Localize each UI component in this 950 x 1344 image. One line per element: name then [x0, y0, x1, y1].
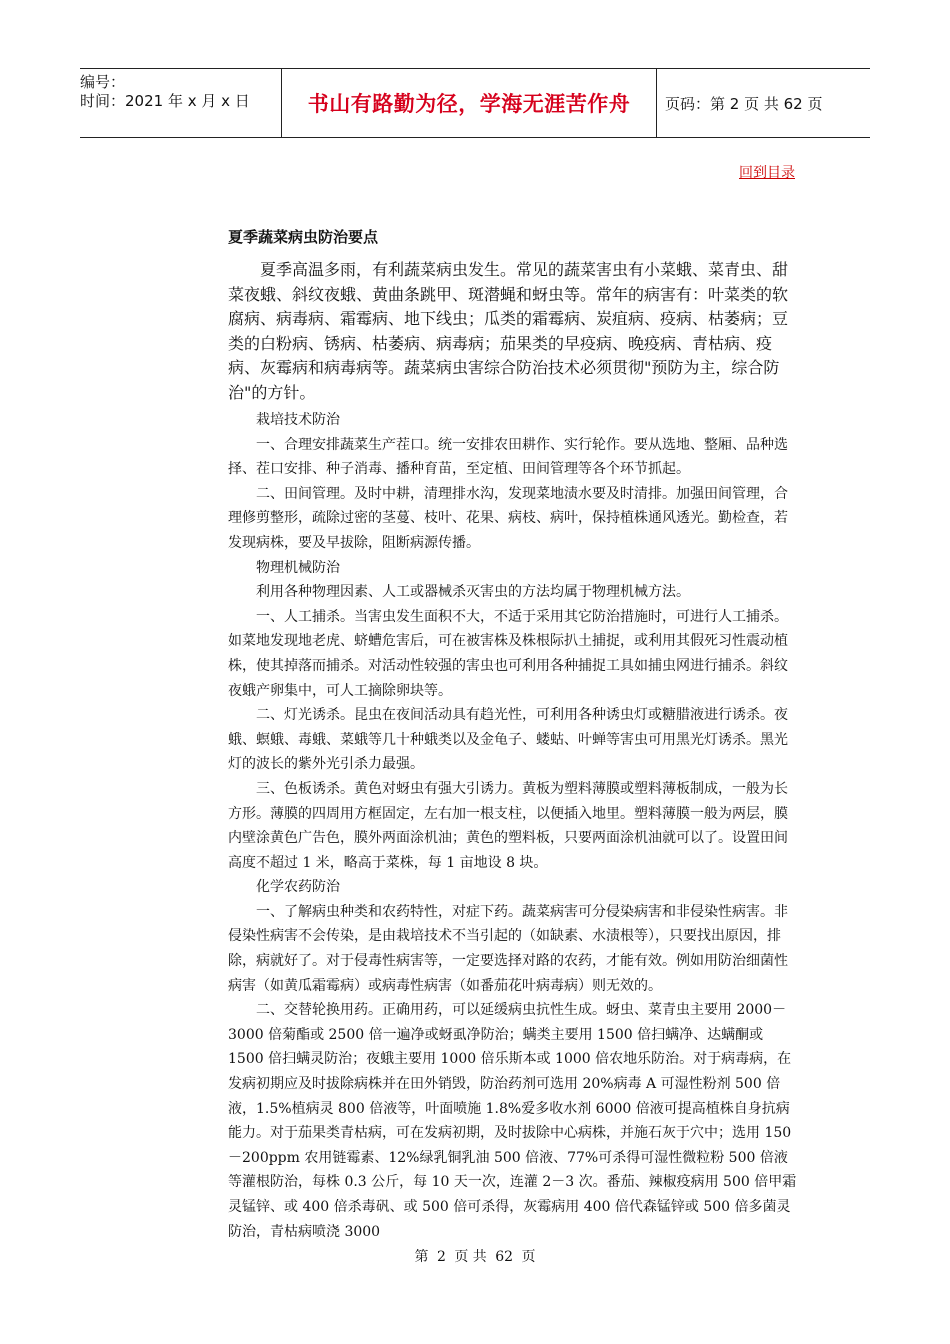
- paragraph: 一、人工捕杀。当害虫发生面积不大，不适于采用其它防治措施时，可进行人工捕杀。如菜地发现地老虎、蛴螬危害后，可在被害株及株根际扒土捕捉，或利用其假死习性震动植株，使其掉落而捕杀。对活动性较强的害虫也可利用各种捕捉工具如捕虫网进行捕杀。斜纹夜蛾产卵集中，可人工摘除卵块等。: [228, 608, 788, 699]
- number-label: 编号：: [80, 73, 126, 91]
- footer-prefix: 第: [414, 1249, 429, 1265]
- intro-paragraph: 夏季高温多雨，有利蔬菜病虫发生。常见的蔬菜害虫有小菜蛾、菜青虫、甜菜夜蛾、斜纹夜蛾、黄曲条跳甲、斑潜蝇和蚜虫等。常年的病害有：叶菜类的软腐病、病毒病、霜霉病、地下线虫；瓜类的霜霉病、炭疽病、疫病、枯萎病；豆类的白粉病、锈病、枯萎病、病毒病；茄果类的早疫病、晚疫病、青枯病、疫病、灰霉病和病毒病等。蔬菜病虫害综合防治技术必须贯彻"预防为主，综合防治"的方针。: [228, 260, 789, 402]
- article-title: 夏季蔬菜病虫防治要点: [228, 228, 379, 246]
- date-label: 时间：2021 年 x 月 x 日: [80, 92, 250, 110]
- paragraph: 一、合理安排蔬菜生产茬口。统一安排农田耕作、实行轮作。要从选地、整厢、品种选择、茬口安排、种子消毒、播种育苗，至定植、田间管理等各个环节抓起。: [228, 436, 788, 478]
- paragraph: 三、色板诱杀。黄色对蚜虫有强大引诱力。黄板为塑料薄膜或塑料薄板制成，一般为长方形。薄膜的四周用方框固定，左右加一根支柱，以便插入地里。塑料薄膜一般为两层，膜内壁涂黄色广告色，膜外两面涂机油；黄色的塑料板，只要两面涂机油就可以了。设置田间高度不超过 1 米，略高于菜株，每 1 亩地设 8 块。: [228, 780, 788, 871]
- motto: 书山有路勤为径，学海无涯苦作舟: [307, 92, 631, 116]
- section-heading: 物理机械防治: [256, 559, 340, 576]
- paragraph: 一、了解病虫种类和农药特性，对症下药。蔬菜病害可分侵染病害和非侵染性病害。非侵染性病害不会传染，是由栽培技术不当引起的（如缺素、水渍根等），只要找出原因，排除，病就好了。对于侵毒性病害等，一定要选择对路的农药，才能有效。例如用防治细菌性病害（如黄瓜霜霉病）或病毒性病害（如番茄花叶病毒病）则无效的。: [228, 903, 788, 994]
- paragraph: 利用各种物理因素、人工或器械杀灭害虫的方法均属于物理机械方法。: [256, 584, 690, 601]
- back-to-toc-link[interactable]: 回到目录: [739, 165, 795, 181]
- page-header: [80, 68, 870, 138]
- footer-page-total: 62: [495, 1249, 514, 1265]
- footer-mid: 页 共: [454, 1249, 487, 1265]
- section-heading: 化学农药防治: [256, 879, 340, 896]
- page-info: 页码：第 2 页 共 62 页: [665, 94, 823, 113]
- paragraph: 二、田间管理。及时中耕，清理排水沟，发现菜地渍水要及时清排。加强田间管理，合理修剪整形，疏除过密的茎蔓、枝叶、花果、病枝、病叶，保持植株通风透光。勤检查，若发现病株，要及早拔除，阻断病源传播。: [228, 485, 788, 551]
- paragraph: 二、灯光诱杀。昆虫在夜间活动具有趋光性，可利用各种诱虫灯或糖腊液进行诱杀。夜蛾、螟蛾、毒蛾、菜蛾等几十种蛾类以及金龟子、蝼蛄、叶蝉等害虫可用黑光灯诱杀。黑光灯的波长的紫外光引杀力最强。: [228, 707, 788, 773]
- article-body: [228, 408, 798, 1244]
- paragraph: 二、交替轮换用药。正确用药，可以延缓病虫抗性生成。蚜虫、菜青虫主要用 2000－3000 倍菊酯或 2500 倍一遍净或蚜虱净防治；螨类主要用 1500 倍扫螨净、达螨酮或 1500 倍扫螨灵防治；夜蛾主要用 1000 倍乐斯本或 1000 倍农地乐防治。对于病毒病，在发病初期应及时拔除病株并在田外销毁，防治药剂可选用 20%病毒 A 可湿性粉剂 500 倍液，1.5%植病灵 800 倍液等，叶面喷施 1.8%爱多收水剂 6000 倍液可提高植株自身抗病能力。对于茄果类青枯病，可在发病初期，及时拔除中心病株，并施石灰于穴中；选用 150－200ppm 农用链霉素、12%绿乳铜乳油 500 倍液、77%可杀得可湿性微粒粉 500 倍液等灌根防治，每株 0.3 公斤，每 10 天一次，连灌 2－3 次。番茄、辣椒疫病用 500 倍甲霜灵锰锌、或 400 倍杀毒矾、或 500 倍可杀得，灰霉病用 400 倍代森锰锌或 500 倍多菌灵防治，青枯病喷浇 3000: [228, 1002, 797, 1240]
- section-heading: 栽培技术防治: [256, 412, 340, 428]
- footer-suffix: 页: [521, 1249, 536, 1265]
- footer-page-number: 2: [436, 1249, 446, 1265]
- header-motto-cell: [282, 69, 657, 137]
- page-footer: [0, 1246, 950, 1266]
- header-meta: [80, 69, 282, 137]
